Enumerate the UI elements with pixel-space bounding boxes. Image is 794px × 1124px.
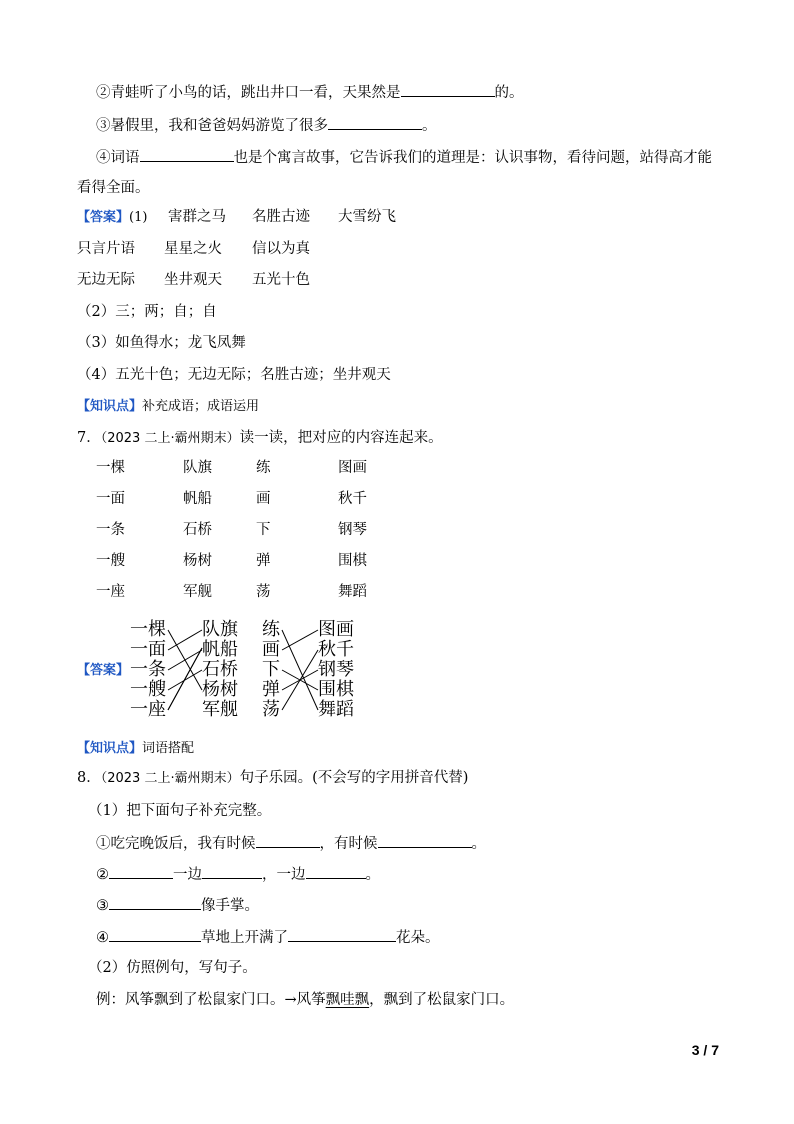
sentence-text: 花朵。 bbox=[396, 930, 440, 946]
object-word: 图画 bbox=[338, 460, 367, 476]
sentence-text: 。 bbox=[365, 867, 380, 883]
match-line bbox=[282, 650, 318, 710]
answer-verb-word: 练 bbox=[262, 619, 280, 640]
knowledge-point-6 bbox=[77, 396, 259, 417]
answer6-part1-label: (1) bbox=[129, 210, 148, 225]
knowledge-tag: 【知识点】 bbox=[77, 399, 143, 414]
item-2-tail: 的。 bbox=[494, 85, 524, 101]
knowledge-text: 词语搭配 bbox=[142, 741, 195, 756]
question-prompt: 句子乐园。(不会写的字用拼音代替) bbox=[239, 770, 469, 786]
answer-noun-word: 军舰 bbox=[202, 699, 238, 720]
answer-blank bbox=[288, 927, 396, 942]
measure-word: 一棵 bbox=[96, 460, 125, 476]
answer-measure-word: 一面 bbox=[130, 639, 166, 660]
item-3 bbox=[96, 115, 437, 136]
object-word: 舞蹈 bbox=[338, 584, 367, 600]
question-prompt: 读一读，把对应的内容连起来。 bbox=[239, 430, 443, 446]
question-number: 7． bbox=[77, 430, 101, 446]
question-number: 8． bbox=[77, 770, 101, 786]
example-text: 例：风筝飘到了松鼠家门口。→风筝 bbox=[96, 992, 326, 1008]
example-text: ，飘到了松鼠家门口。 bbox=[369, 992, 515, 1008]
verb-word: 练 bbox=[256, 460, 271, 476]
answer-object-word: 图画 bbox=[318, 619, 354, 640]
answer-blank bbox=[306, 864, 366, 879]
sentence-1 bbox=[96, 833, 486, 854]
answer-object-word: 钢琴 bbox=[318, 659, 354, 680]
idiom: 大雪纷飞 bbox=[338, 209, 396, 225]
example-underlined: 飘哇飘 bbox=[325, 992, 370, 1008]
item-3-tail: 。 bbox=[422, 118, 437, 134]
answer-measure-word: 一棵 bbox=[130, 619, 166, 640]
answer-object-word: 舞蹈 bbox=[318, 699, 354, 720]
matching-answer-diagram bbox=[130, 618, 370, 724]
idiom: 五光十色 bbox=[252, 272, 310, 288]
measure-word: 一座 bbox=[96, 584, 125, 600]
verb-word: 画 bbox=[256, 491, 271, 507]
answer6-part2: （2）三；两；自；自 bbox=[77, 304, 217, 320]
sentence-2 bbox=[96, 864, 380, 885]
noun-word: 杨树 bbox=[183, 553, 212, 569]
idiom: 只言片语 bbox=[77, 241, 135, 257]
match-line bbox=[168, 650, 202, 670]
item-2 bbox=[96, 82, 524, 103]
knowledge-text: 补充成语；成语运用 bbox=[142, 399, 260, 414]
verb-word: 弹 bbox=[256, 553, 271, 569]
idiom: 坐井观天 bbox=[164, 272, 222, 288]
answer-noun-word: 队旗 bbox=[202, 619, 238, 640]
noun-word: 队旗 bbox=[183, 460, 212, 476]
answer-measure-word: 一条 bbox=[130, 659, 166, 680]
object-word: 钢琴 bbox=[338, 522, 367, 538]
answer-verb-word: 画 bbox=[262, 639, 280, 660]
question-8-sub1: （1）把下面句子补充完整。 bbox=[88, 803, 272, 819]
object-word: 围棋 bbox=[338, 553, 367, 569]
answer-measure-word: 一艘 bbox=[130, 679, 166, 700]
idiom: 名胜古迹 bbox=[252, 209, 310, 225]
sentence-text: ，有时候 bbox=[319, 836, 378, 852]
item-3-text: ③暑假里，我和爸爸妈妈游览了很多 bbox=[96, 118, 328, 134]
sentence-4 bbox=[96, 927, 440, 948]
answer-verb-word: 荡 bbox=[262, 699, 280, 720]
answer-noun-word: 杨树 bbox=[202, 679, 238, 700]
idiom: 无边无际 bbox=[77, 272, 135, 288]
answer-object-word: 秋千 bbox=[318, 639, 354, 660]
answer6-part3: （3）如鱼得水；龙飞凤舞 bbox=[77, 335, 246, 351]
page-number: 3 / 7 bbox=[691, 1042, 719, 1058]
knowledge-point-7 bbox=[77, 738, 194, 759]
sentence-text: 一边 bbox=[173, 867, 202, 883]
sentence-text: ④ bbox=[96, 930, 109, 946]
answer-blank bbox=[202, 864, 262, 879]
question-source: （2023 二上·霸州期末） bbox=[100, 771, 240, 786]
measure-word: 一艘 bbox=[96, 553, 125, 569]
item-4 bbox=[96, 147, 712, 168]
sentence-text: ② bbox=[96, 867, 109, 883]
measure-word: 一面 bbox=[96, 491, 125, 507]
question-8-sub2: （2）仿照例句，写句子。 bbox=[88, 960, 257, 976]
answer6-row1 bbox=[77, 207, 147, 228]
q7-answer-label bbox=[77, 660, 129, 681]
item-4-continuation: 看得全面。 bbox=[77, 180, 150, 196]
noun-word: 石桥 bbox=[183, 522, 212, 538]
answer-blank bbox=[378, 833, 472, 848]
verb-word: 下 bbox=[256, 522, 271, 538]
match-line bbox=[168, 648, 202, 710]
measure-word: 一条 bbox=[96, 522, 125, 538]
answer-measure-word: 一座 bbox=[130, 699, 166, 720]
answer-tag: 【答案】 bbox=[77, 663, 130, 678]
answer6-part4: （4）五光十色；无边无际；名胜古迹；坐井观天 bbox=[77, 367, 391, 383]
sentence-text: 草地上开满了 bbox=[201, 930, 288, 946]
answer-blank bbox=[328, 115, 422, 130]
answer-blank bbox=[140, 147, 234, 162]
answer-tag: 【答案】 bbox=[77, 210, 130, 225]
answer-blank bbox=[109, 927, 201, 942]
item-4-tail: 也是个寓言故事，它告诉我们的道理是：认识事物，看待问题，站得高才能 bbox=[233, 150, 712, 166]
answer-blank bbox=[109, 864, 173, 879]
idiom: 星星之火 bbox=[164, 241, 222, 257]
verb-word: 荡 bbox=[256, 584, 271, 600]
example-sentence bbox=[96, 990, 514, 1010]
item-2-text: ②青蛙听了小鸟的话，跳出井口一看，天果然是 bbox=[96, 85, 401, 101]
sentence-text: 。 bbox=[471, 836, 486, 852]
match-line bbox=[282, 630, 318, 650]
question-7-header bbox=[77, 428, 443, 449]
sentence-text: ①吃完晚饭后，我有时候 bbox=[96, 836, 256, 852]
sentence-text: 像手掌。 bbox=[201, 898, 259, 914]
answer-noun-word: 帆船 bbox=[202, 639, 238, 660]
answer-blank bbox=[109, 895, 201, 910]
object-word: 秋千 bbox=[338, 491, 367, 507]
question-8-header bbox=[77, 768, 468, 789]
answer-blank bbox=[401, 82, 495, 97]
item-4-text: ④词语 bbox=[96, 150, 140, 166]
noun-word: 帆船 bbox=[183, 491, 212, 507]
sentence-3 bbox=[96, 895, 259, 916]
idiom: 信以为真 bbox=[252, 241, 310, 257]
answer-verb-word: 弹 bbox=[262, 679, 280, 700]
answer-blank bbox=[256, 833, 320, 848]
answer-noun-word: 石桥 bbox=[202, 659, 238, 680]
answer-verb-word: 下 bbox=[262, 659, 280, 680]
sentence-text: ③ bbox=[96, 898, 109, 914]
match-line bbox=[282, 630, 318, 710]
knowledge-tag: 【知识点】 bbox=[77, 741, 143, 756]
matching-lines bbox=[130, 618, 370, 724]
noun-word: 军舰 bbox=[183, 584, 212, 600]
idiom: 害群之马 bbox=[168, 209, 226, 225]
sentence-text: ，一边 bbox=[262, 867, 306, 883]
question-source: （2023 二上·霸州期末） bbox=[100, 431, 240, 446]
answer-object-word: 围棋 bbox=[318, 679, 354, 700]
